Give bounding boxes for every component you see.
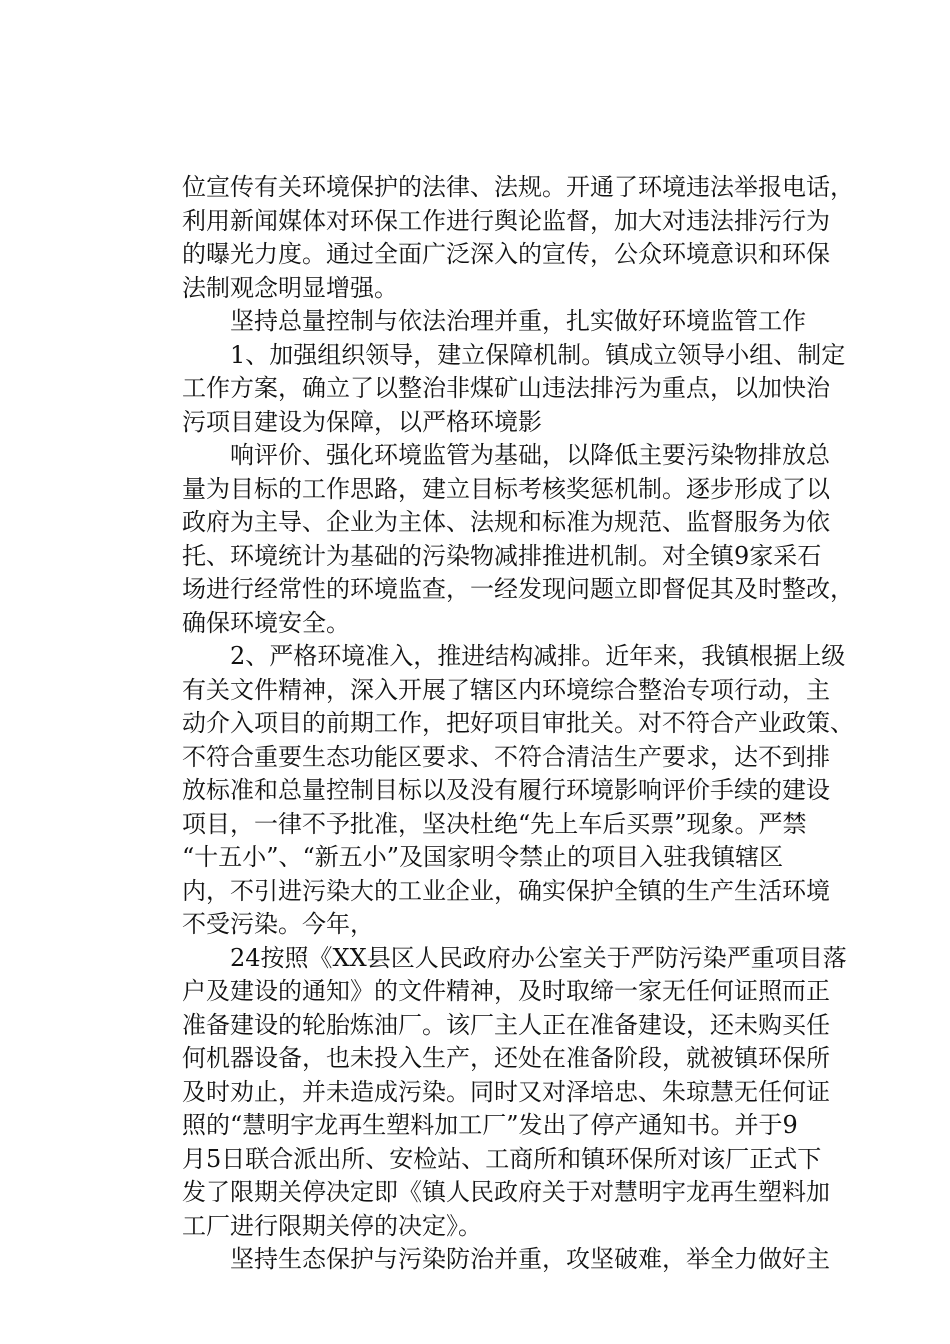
text-line: 照的“慧明宇龙再生塑料加工厂”发出了停产通知书。并于9 xyxy=(182,1111,798,1139)
text-line: 的曝光力度。通过全面广泛深入的宣传，公众环境意识和环保 xyxy=(182,240,830,268)
text-line: 政府为主导、企业为主体、法规和标准为规范、监督服务为依 xyxy=(182,508,830,536)
text-line: 场进行经常性的环境监查，一经发现问题立即督促其及时整改， xyxy=(182,575,854,603)
text-line: 动介入项目的前期工作，把好项目审批关。对不符合产业政策、 xyxy=(182,709,854,737)
text-line: 月5日联合派出所、安检站、工商所和镇环保所对该厂正式下 xyxy=(182,1144,822,1173)
text-line: 有关文件精神，深入开展了辖区内环境综合整治专项行动，主 xyxy=(182,675,830,704)
text-line: 法制观念明显增强。 xyxy=(182,273,398,302)
text-line: 放标准和总量控制目标以及没有履行环境影响评价手续的建设 xyxy=(182,776,830,804)
text-line: 及时劝止，并未造成污染。同时又对泽培忠、朱琼慧无任何证 xyxy=(182,1077,830,1106)
text-line: 不受污染。今年， xyxy=(182,910,374,938)
text-line: 户及建设的通知》的文件精神，及时取缔一家无任何证照而正 xyxy=(182,977,830,1005)
text-line: 工作方案，确立了以整治非煤矿山违法排污为重点，以加快治 xyxy=(182,374,830,402)
text-line: 何机器设备，也未投入生产，还处在准备阶段，就被镇环保所 xyxy=(182,1044,830,1072)
section-heading: 坚持生态保护与污染防治并重，攻坚破难，举全力做好主 xyxy=(182,1245,830,1273)
text-line: 发了限期关停决定即《镇人民政府关于对慧明宇龙再生塑料加 xyxy=(182,1178,830,1206)
text-line: 确保环境安全。 xyxy=(182,608,350,637)
text-line: “十五小”、“新五小”及国家明令禁止的项目入驻我镇辖区 xyxy=(182,843,784,871)
text-line: 托、环境统计为基础的污染物减排推进机制。对全镇9家采石 xyxy=(182,541,822,570)
text-line: 项目，一律不予批准，坚决杜绝“先上车后买票”现象。严禁 xyxy=(182,809,807,838)
document-body xyxy=(182,171,852,1277)
text-line: 准备建设的轮胎炼油厂。该厂主人正在准备建设，还未购买任 xyxy=(182,1010,830,1039)
text-line: 1、加强组织领导，建立保障机制。镇成立领导小组、制定 xyxy=(182,340,846,369)
text-line: 24按照《XX县区人民政府办公室关于严防污染严重项目落 xyxy=(182,943,847,972)
text-line: 利用新闻媒体对环保工作进行舆论监督，加大对违法排污行为 xyxy=(182,206,830,235)
text-line: 量为目标的工作思路，建立目标考核奖惩机制。逐步形成了以 xyxy=(182,474,830,503)
text-line: 工厂进行限期关停的决定》。 xyxy=(182,1211,482,1240)
text-line: 不符合重要生态功能区要求、不符合清洁生产要求，达不到排 xyxy=(182,742,830,771)
text-line: 2、严格环境准入，推进结构减排。近年来，我镇根据上级 xyxy=(182,642,846,670)
text-line: 污项目建设为保障，以严格环境影 xyxy=(182,407,542,436)
text-line: 位宣传有关环境保护的法律、法规。开通了环境违法举报电话， xyxy=(182,173,854,201)
text-line: 响评价、强化环境监管为基础，以降低主要污染物排放总 xyxy=(182,441,830,469)
text-line: 内，不引进污染大的工业企业，确实保护全镇的生产生活环境 xyxy=(182,876,830,905)
section-heading: 坚持总量控制与依法治理并重，扎实做好环境监管工作 xyxy=(182,307,806,335)
